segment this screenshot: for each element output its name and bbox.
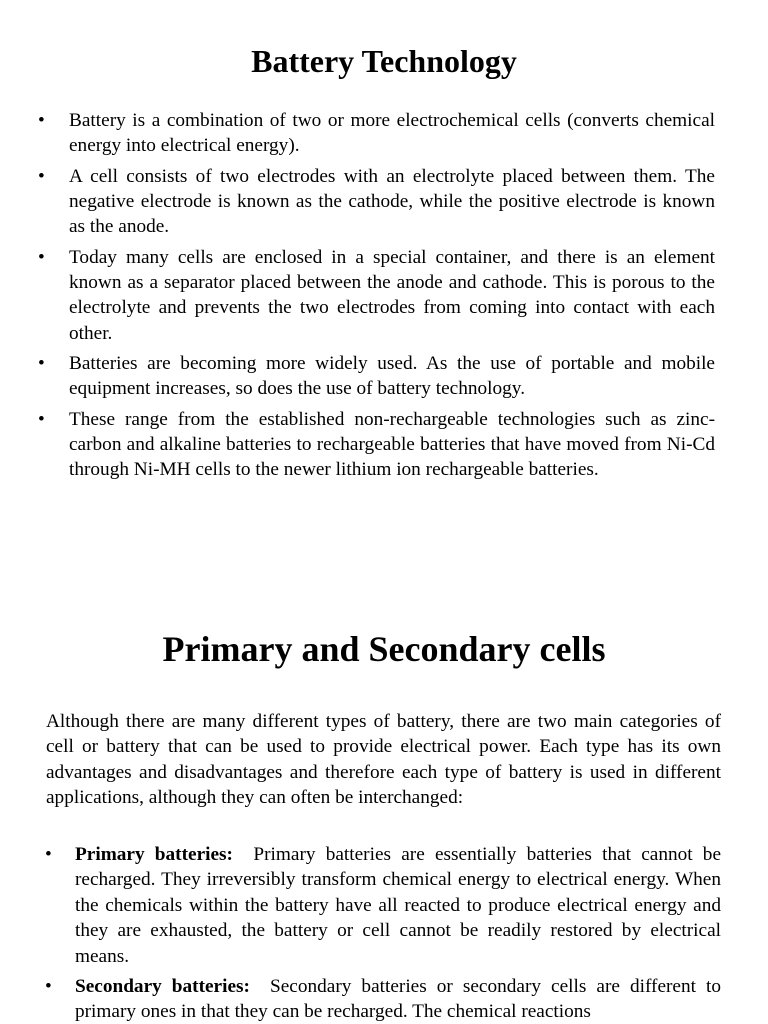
bullet-icon: •: [38, 246, 45, 268]
list-item-text: Batteries are becoming more widely used. As the use of portable and mobile equipment increases, so does the use of battery technology.: [69, 353, 715, 400]
bullet-icon: •: [38, 353, 45, 375]
list-item-text: Battery is a combination of two or more electrochemical cells (converts chemical energy into electrical energy).: [69, 110, 715, 157]
list-item-text: Today many cells are enclosed in a special container, and there is an element known as a separator placed between the anode and cathode. This is porous to the electrolyte and prevents the two electrodes from coming into contact with each other.: [69, 246, 715, 344]
bullet-icon: •: [38, 165, 45, 187]
intro-paragraph: Although there are many different types of battery, there are two main categories of cell or battery that can be used to provide electrical power. Each type has its own advantages and disadvantages and therefore each type of battery is used in different applications, although they can often be interchanged:: [46, 711, 721, 809]
list-item-text: Secondary batteries or secondary cells are different to primary ones in that they can be recharged. The chemical reactions: [75, 975, 722, 1023]
battery-technology-list: [38, 108, 715, 488]
list-item: [38, 351, 715, 402]
list-item-term: Secondary batteries:: [75, 975, 250, 997]
list-item: [38, 108, 715, 159]
list-item-text: Primary batteries are essentially batteries that cannot be recharged. They irreversibly transform chemical energy to electrical energy. When the chemicals within the battery have all reacted to produce electrical energy and they are exhausted, the battery or cell cannot be readily restored by electrical means.: [75, 844, 722, 967]
section-title-battery-technology: Battery Technology: [251, 43, 517, 79]
cell-types-list: [45, 842, 722, 1024]
list-item-text: A cell consists of two electrodes with an electrolyte placed between them. The negative electrode is known as the cathode, while the positive electrode is known as the anode.: [69, 165, 715, 238]
bullet-icon: •: [45, 975, 52, 997]
list-item: [45, 842, 722, 969]
list-item: [38, 407, 715, 483]
bullet-icon: •: [45, 844, 52, 865]
list-item-term: Primary batteries:: [75, 844, 233, 865]
list-item: [38, 164, 715, 240]
list-item: [45, 974, 722, 1024]
section-title-primary-secondary-cells: Primary and Secondary cells: [162, 629, 606, 669]
list-item-text: These range from the established non-rechargeable technologies such as zinc-carbon and alkaline batteries to rechargeable batteries that have moved from Ni-Cd through Ni-MH cells to the newer lithium ion rechargeable batteries.: [69, 408, 715, 481]
bullet-icon: •: [38, 110, 45, 131]
bullet-icon: •: [38, 408, 45, 430]
list-item: [38, 245, 715, 347]
